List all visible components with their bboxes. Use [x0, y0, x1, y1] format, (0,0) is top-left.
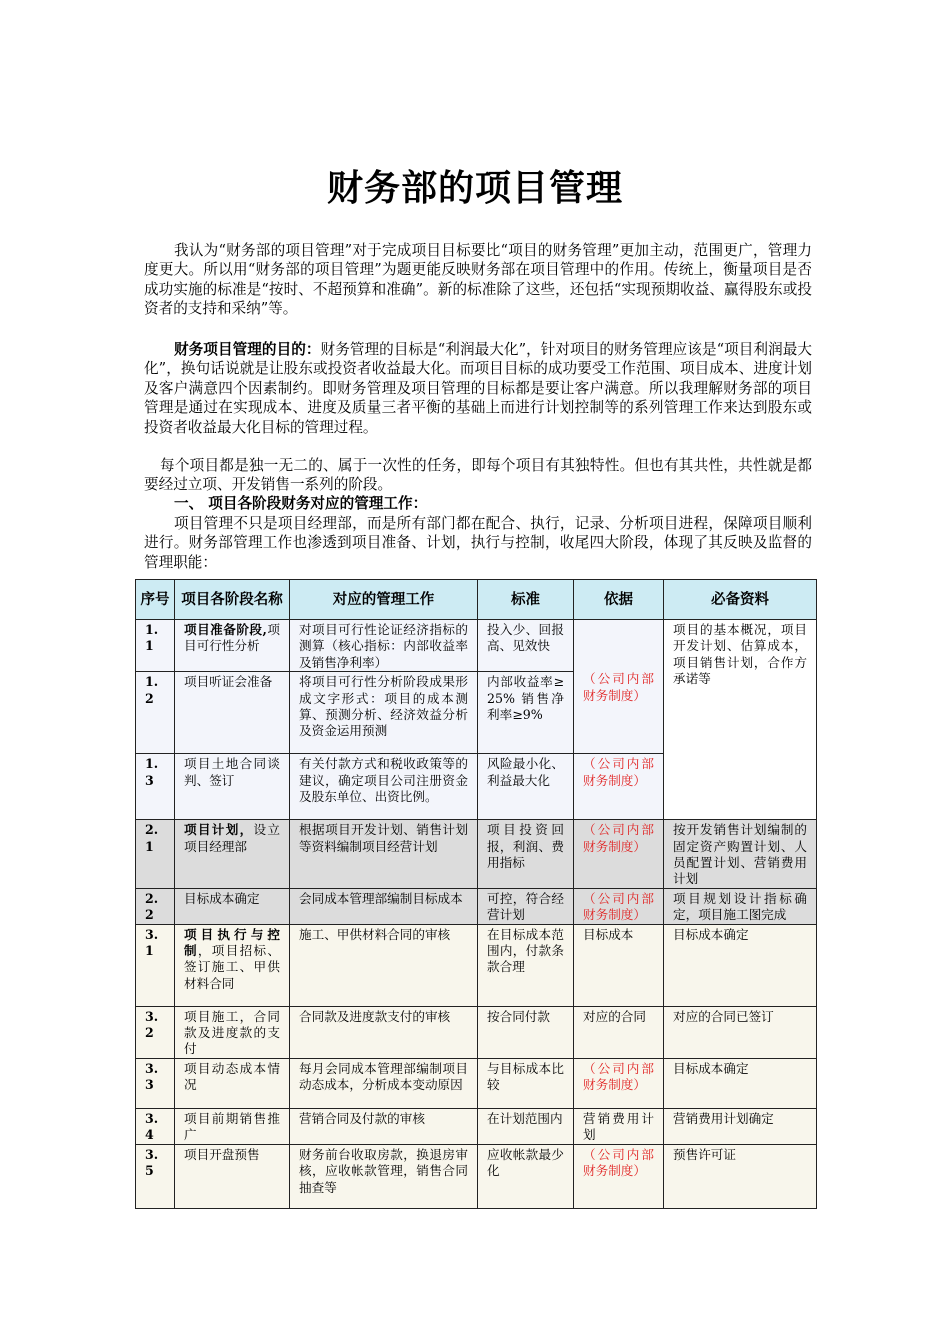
row-standard: 项目投资回报，利润、费用指标 — [478, 820, 574, 889]
row-seq: 3.3 — [136, 1058, 175, 1108]
row-stage: 项目动态成本情况 — [175, 1058, 290, 1108]
row-seq: 1.1 — [136, 620, 175, 672]
row-basis: （公司内部财务制度） — [574, 888, 664, 924]
row-basis: 营销费用计划 — [574, 1108, 664, 1144]
section-heading: 一、 项目各阶段财务对应的管理工作： — [174, 495, 428, 512]
uniqueness-paragraph: 每个项目都是独一无二的、属于一次性的任务，即每个项目有其独特性。但也有其共性，共性就是都要经过立项、开发销售一系列的阶段。 — [144, 457, 812, 494]
row-work: 每月会同成本管理部编制项目动态成本，分析成本变动原因 — [290, 1058, 478, 1108]
row-standard: 内部收益率≥25% 销售净利率≥9% — [478, 672, 574, 754]
table-row — [136, 1108, 817, 1144]
row-work: 有关付款方式和税收政策等的建议，确定项目公司注册资金及股东单位、出资比例。 — [290, 754, 478, 820]
table-row — [136, 924, 817, 1006]
row-stage — [175, 924, 290, 1006]
row-work: 将项目可行性分析阶段成果形成文字形式：项目的成本测算、预测分析、经济效益分析及资金运用预测 — [290, 672, 478, 754]
row-work: 根据项目开发计划、销售计划等资料编制项目经营计划 — [290, 820, 478, 889]
stage-management-table — [135, 579, 817, 1209]
row-stage: 项目土地合同谈判、签订 — [175, 754, 290, 820]
table-row — [136, 820, 817, 889]
row-standard: 在目标成本范围内，付款条款合理 — [478, 924, 574, 1006]
row-docs: 项目的基本概况，项目开发计划、估算成本，项目销售计划，合作方承诺等 — [664, 620, 817, 820]
header-standard: 标准 — [478, 580, 574, 620]
row-seq: 2.1 — [136, 820, 175, 889]
row-basis: （公司内部财务制度） — [574, 820, 664, 889]
header-docs: 必备资料 — [664, 580, 817, 620]
row-stage: 目标成本确定 — [175, 888, 290, 924]
row-seq: 1.2 — [136, 672, 175, 754]
intro-paragraph: 我认为“财务部的项目管理”对于完成项目目标要比“项目的财务管理”更加主动，范围更广，管理力度更大。所以用“财务部的项目管理”为题更能反映财务部在项目管理中的作用。传统上，衡量项目是否成功实施的标准是“按时、不超预算和准确”。新的标准除了这些，还包括“实现预期收益、赢得股东或投资者的支持和采纳”等。 — [144, 242, 812, 318]
stage-bold-label: 项目执行与控制 — [184, 926, 280, 959]
table-header-row — [136, 580, 817, 620]
row-seq: 3.5 — [136, 1144, 175, 1208]
row-standard: 在计划范围内 — [478, 1108, 574, 1144]
row-standard: 与目标成本比较 — [478, 1058, 574, 1108]
row-docs: 预售许可证 — [664, 1144, 817, 1208]
row-work: 对项目可行性论证经济指标的测算（核心指标：内部收益率及销售净利率） — [290, 620, 478, 672]
page-title: 财务部的项目管理 — [326, 167, 623, 209]
row-work: 合同款及进度款支付的审核 — [290, 1006, 478, 1058]
row-basis: 对应的合同 — [574, 1006, 664, 1058]
row-basis: 目标成本 — [574, 924, 664, 1006]
row-stage: 项目施工，合同款及进度款的支付 — [175, 1006, 290, 1058]
stage-text: 项目可行性分析 — [184, 622, 281, 654]
row-standard: 风险最小化、利益最大化 — [478, 754, 574, 820]
row-work: 营销合同及付款的审核 — [290, 1108, 478, 1144]
stage-text: 设立项目经理部 — [184, 822, 281, 854]
row-work: 会同成本管理部编制目标成本 — [290, 888, 478, 924]
row-standard: 按合同付款 — [478, 1006, 574, 1058]
row-basis: （公司内部财务制度） — [574, 1058, 664, 1108]
stage-text: ，项目招标、签订施工、甲供材料合同 — [184, 943, 281, 991]
purpose-text: 财务管理的目标是“利润最大化”，针对项目的财务管理应该是“项目利润最大化”，换句话说就是让股东或投资者收益最大化。而项目目标的成功要受工作范围、项目成本、进度计划及客户满意四个因素制约。即财务管理及项目管理的目标都是要让客户满意。所以我理解财务部的项目管理是通过在实现成本、进度及质量三者平衡的基础上而进行计划控制等的系列管理工作来达到股东或投资者收益最大化目标的管理过程。 — [144, 341, 812, 436]
row-seq: 1.3 — [136, 754, 175, 820]
row-docs: 目标成本确定 — [664, 924, 817, 1006]
table-row — [136, 1058, 817, 1108]
row-basis: （公司内部财务制度） — [574, 1144, 664, 1208]
table-row — [136, 1144, 817, 1208]
stage-bold-label: 项目准备阶段, — [184, 622, 267, 637]
stage-bold-label: 项目计划， — [184, 822, 254, 838]
row-stage: 项目听证会准备 — [175, 672, 290, 754]
table-row — [136, 1006, 817, 1058]
row-seq: 3.4 — [136, 1108, 175, 1144]
row-basis: （公司内部财务制度） — [574, 754, 664, 820]
header-work: 对应的管理工作 — [290, 580, 478, 620]
purpose-paragraph — [144, 340, 812, 437]
row-stage: 项目前期销售推广 — [175, 1108, 290, 1144]
row-standard: 应收帐款最少化 — [478, 1144, 574, 1208]
table-row — [136, 888, 817, 924]
section-paragraph: 项目管理不只是项目经理部，而是所有部门都在配合、执行，记录、分析项目进程，保障项目顺利进行。财务部管理工作也渗透到项目准备、计划，执行与控制，收尾四大阶段，体现了其反映及监督的管理职能： — [144, 515, 812, 571]
row-docs: 目标成本确定 — [664, 1058, 817, 1108]
purpose-label: 财务项目管理的目的： — [174, 341, 321, 358]
row-seq: 3.1 — [136, 924, 175, 1006]
row-stage: 项目开盘预售 — [175, 1144, 290, 1208]
row-stage — [175, 620, 290, 672]
header-seq: 序号 — [136, 580, 175, 620]
row-docs: 对应的合同已签订 — [664, 1006, 817, 1058]
row-work: 施工、甲供材料合同的审核 — [290, 924, 478, 1006]
row-seq: 3.2 — [136, 1006, 175, 1058]
row-stage — [175, 820, 290, 889]
row-docs: 按开发销售计划编制的固定资产购置计划、人员配置计划、营销费用计划 — [664, 820, 817, 889]
row-standard: 投入少、回报高、见效快 — [478, 620, 574, 672]
header-basis: 依据 — [574, 580, 664, 620]
row-standard: 可控，符合经营计划 — [478, 888, 574, 924]
row-work: 财务前台收取房款，换退房审核，应收帐款管理，销售合同抽查等 — [290, 1144, 478, 1208]
row-seq: 2.2 — [136, 888, 175, 924]
row-docs: 营销费用计划确定 — [664, 1108, 817, 1144]
row-basis: （公司内部财务制度） — [574, 620, 664, 754]
header-stage: 项目各阶段名称 — [175, 580, 290, 620]
row-docs: 项目规划设计指标确定，项目施工图完成 — [664, 888, 817, 924]
table-row — [136, 620, 817, 672]
